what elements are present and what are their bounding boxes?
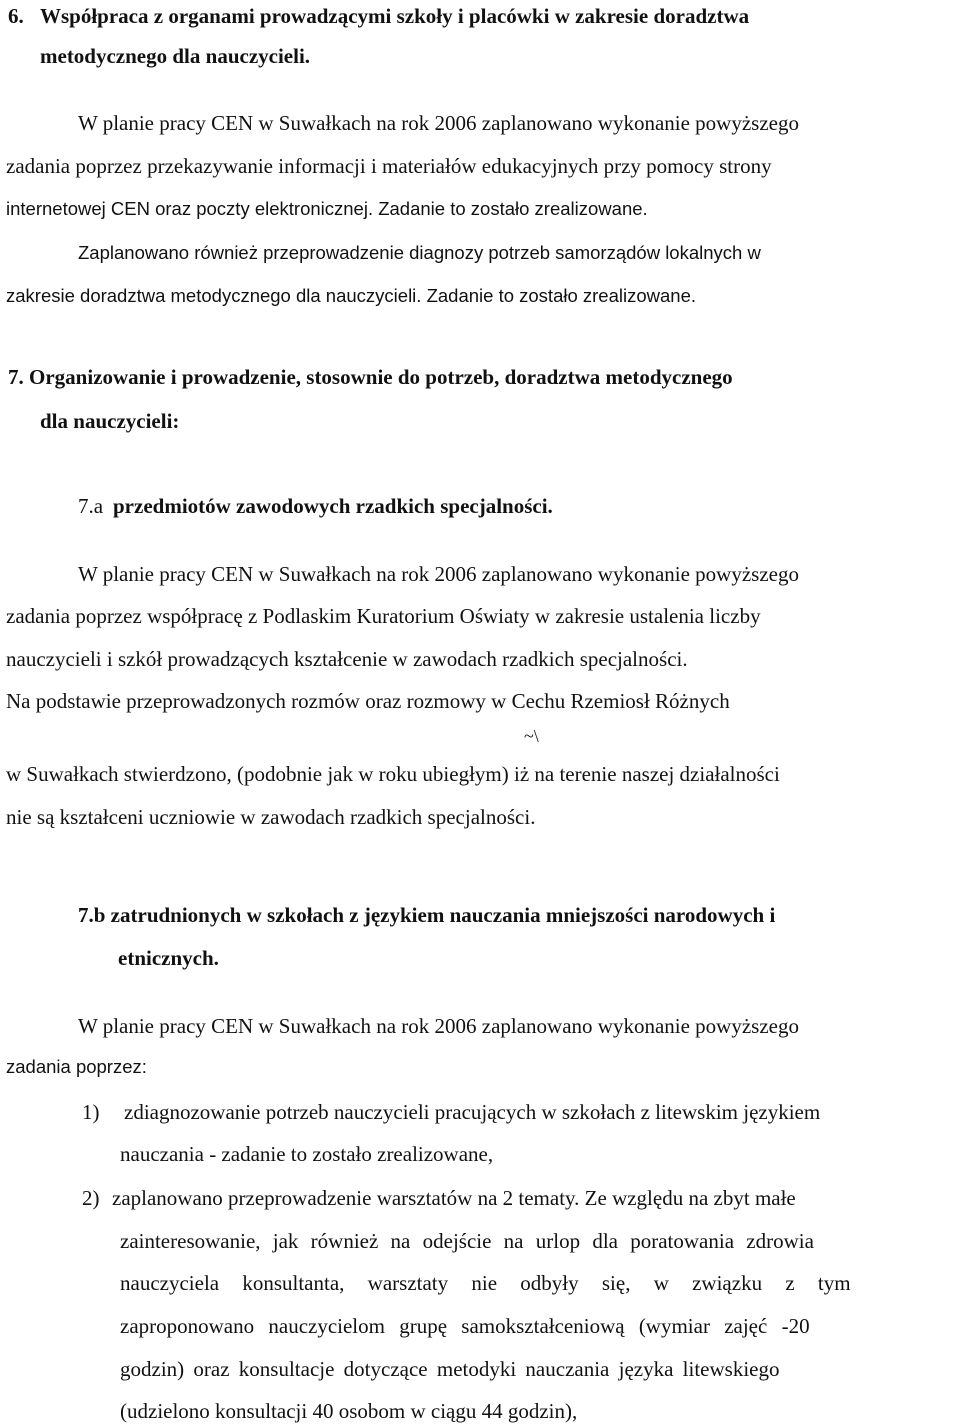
- section-6-para1-line1: W planie pracy CEN w Suwałkach na rok 2006 zaplanowano wykonanie powyższego: [78, 111, 799, 135]
- section-7a-mark: ~\: [524, 726, 539, 746]
- list-item-2-line6: (udzielono konsultacji 40 osobom w ciągu 44 godzin),: [120, 1399, 578, 1423]
- section-6-para2-line1: Zaplanowano również przeprowadzenie diagnozy potrzeb samorządów lokalnych w: [78, 242, 761, 263]
- section-7a-para2-line3: nie są kształceni uczniowie w zawodach rzadkich specjalności.: [6, 805, 536, 829]
- section-7a-para1-line2: zadania poprzez współpracę z Podlaskim Kuratorium Oświaty w zakresie ustalenia liczby: [6, 604, 761, 628]
- section-7a-number: 7.a: [78, 494, 104, 518]
- section-6-number: 6.: [8, 4, 24, 28]
- list-item-1-line2: nauczania - zadanie to zostało zrealizowane,: [120, 1142, 494, 1166]
- list-item-2-line3: nauczyciela konsultanta, warsztaty nie odbyły się, w związku z tym: [120, 1271, 851, 1295]
- section-7-heading-line1: 7. Organizowanie i prowadzenie, stosownie do potrzeb, doradztwa metodycznego: [8, 365, 733, 389]
- section-7b-intro-line2: zadania poprzez:: [6, 1056, 147, 1077]
- section-7-heading-line2: dla nauczycieli:: [40, 409, 180, 433]
- section-6-para1-line3: internetowej CEN oraz poczty elektronicznej. Zadanie to zostało zrealizowane.: [6, 198, 648, 219]
- section-6-heading-line2: metodycznego dla nauczycieli.: [40, 44, 311, 68]
- section-6-para2-line2: zakresie doradztwa metodycznego dla nauczycieli. Zadanie to zostało zrealizowane.: [6, 285, 697, 306]
- section-7a-para1-line3: nauczycieli i szkół prowadzących kształcenie w zawodach rzadkich specjalności.: [6, 647, 688, 671]
- section-7a-para2-line2: w Suwałkach stwierdzono, (podobnie jak w roku ubiegłym) iż na terenie naszej działalności: [6, 762, 780, 786]
- section-7b-intro-line1: W planie pracy CEN w Suwałkach na rok 2006 zaplanowano wykonanie powyższego: [78, 1014, 799, 1038]
- section-7b-heading-line1: 7.b zatrudnionych w szkołach z językiem nauczania mniejszości narodowych i: [78, 903, 776, 927]
- list-item-1-number: 1): [82, 1100, 100, 1124]
- section-7a-heading: przedmiotów zawodowych rzadkich specjalności.: [113, 494, 553, 518]
- section-7a-para2-line1: Na podstawie przeprowadzonych rozmów oraz rozmowy w Cechu Rzemiosł Różnych: [6, 689, 730, 713]
- list-item-2-line2-text: zainteresowanie, jak również na odejście na urlop dla poratowania zdrowia: [120, 1229, 814, 1253]
- section-6-para1-line2: zadania poprzez przekazywanie informacji i materiałów edukacyjnych przy pomocy strony: [6, 154, 772, 178]
- list-item-2-line1: zaplanowano przeprowadzenie warsztatów na 2 tematy. Ze względu na zbyt małe: [112, 1186, 796, 1210]
- section-6-heading-line1: Współpraca z organami prowadzącymi szkoły i placówki w zakresie doradztwa: [40, 4, 750, 28]
- list-item-1-line1: zdiagnozowanie potrzeb nauczycieli pracujących w szkołach z litewskim językiem: [124, 1100, 821, 1124]
- list-item-2-number: 2): [82, 1186, 100, 1210]
- list-item-2-line4: zaproponowano nauczycielom grupę samokształceniową (wymiar zajęć -20: [120, 1314, 810, 1338]
- section-7b-heading-line2: etnicznych.: [118, 946, 219, 970]
- section-7a-para1-line1: W planie pracy CEN w Suwałkach na rok 2006 zaplanowano wykonanie powyższego: [78, 562, 799, 586]
- list-item-2-line5: godzin) oraz konsultacje dotyczące metodyki nauczania języka litewskiego: [120, 1357, 780, 1381]
- list-item-2-line2: [120, 1231, 956, 1252]
